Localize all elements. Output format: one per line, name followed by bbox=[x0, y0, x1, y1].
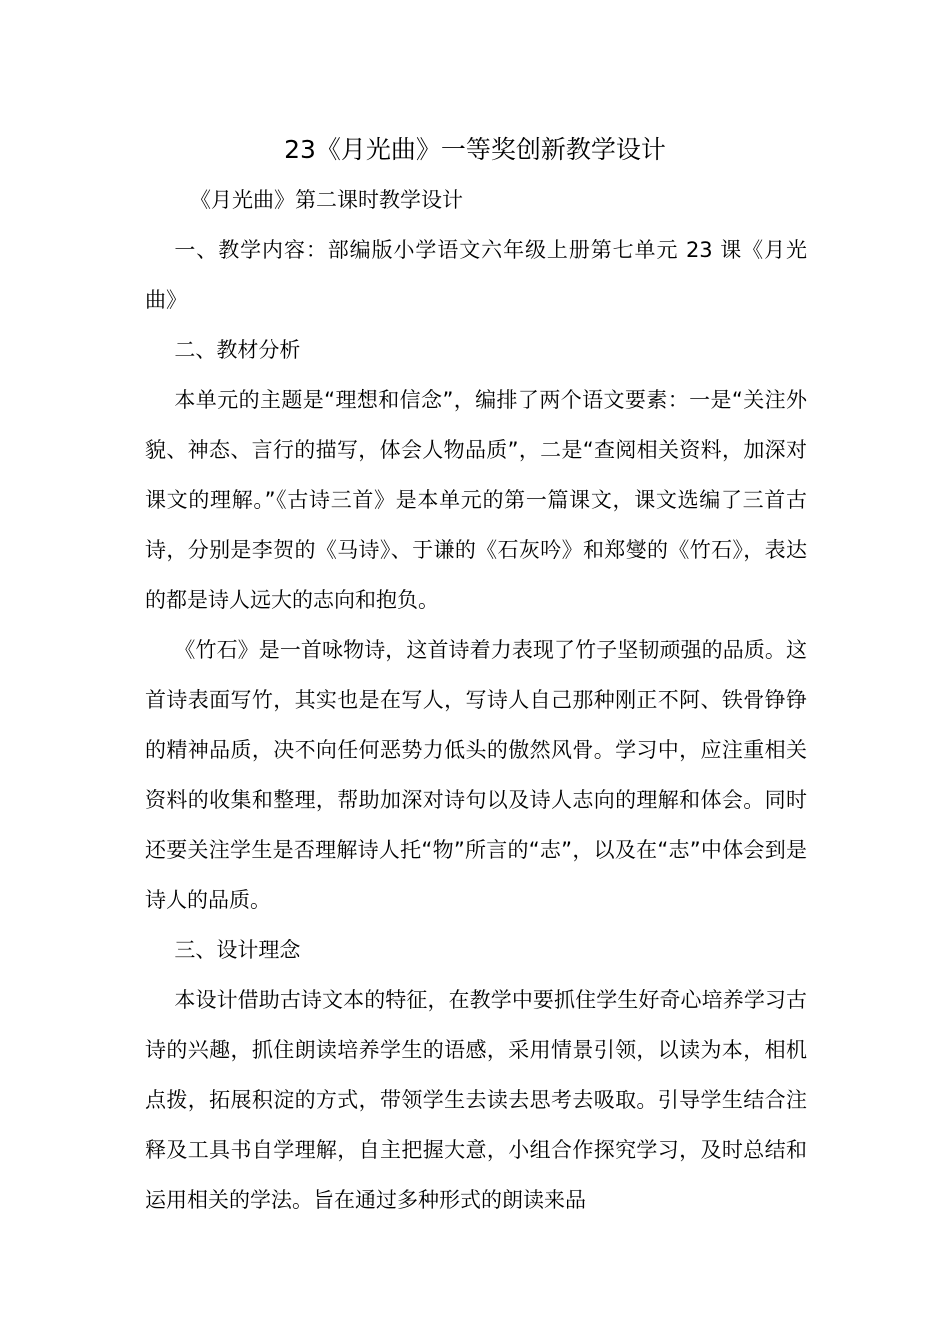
heading-material-analysis: 二、教材分析 bbox=[174, 338, 301, 362]
paragraph-design-concept: 本设计借助古诗文本的特征，在教学中要抓住学生好奇心培养学习古诗的兴趣，抓住朗读培养学生的语感，采用情景引领，以读为本，相机点拨，拓展积淀的方式，带领学生去读去思考去吸取。引导学生结合注释及工具书自学理解，自主把握大意，小组合作探究学习，及时总结和运用相关的学法。旨在通过多种形式的朗读来品 bbox=[145, 988, 807, 1212]
document-subtitle: 《月光曲》第二课时教学设计 bbox=[190, 188, 463, 212]
document-title: 23《月光曲》一等奖创新教学设计 bbox=[284, 135, 666, 164]
paragraph-zhushi: 《竹石》是一首咏物诗，这首诗着力表现了竹子坚韧顽强的品质。这首诗表面写竹，其实也是在写人，写诗人自己那种刚正不阿、铁骨铮铮的精神品质，决不向任何恶势力低头的傲然风骨。学习中，应注重相关资料的收集和整理，帮助加深对诗句以及诗人志向的理解和体会。同时还要关注学生是否理解诗人托“物”所言的“志”，以及在“志”中体会到是诗人的品质。 bbox=[145, 638, 807, 912]
paragraph-unit-theme: 本单元的主题是“理想和信念”，编排了两个语文要素：一是“关注外貌、神态、言行的描写，体会人物品质”，二是“查阅相关资料，加深对课文的理解。”《古诗三首》是本单元的第一篇课文，课文选编了三首古诗，分别是李贺的《马诗》、于谦的《石灰吟》和郑燮的《竹石》，表达的都是诗人远大的志向和抱负。 bbox=[145, 388, 807, 612]
section-teaching-content: 一、教学内容：部编版小学语文六年级上册第七单元 23 课《月光曲》 bbox=[145, 238, 807, 312]
document-body bbox=[145, 225, 807, 1225]
heading-design-concept: 三、设计理念 bbox=[174, 938, 301, 962]
